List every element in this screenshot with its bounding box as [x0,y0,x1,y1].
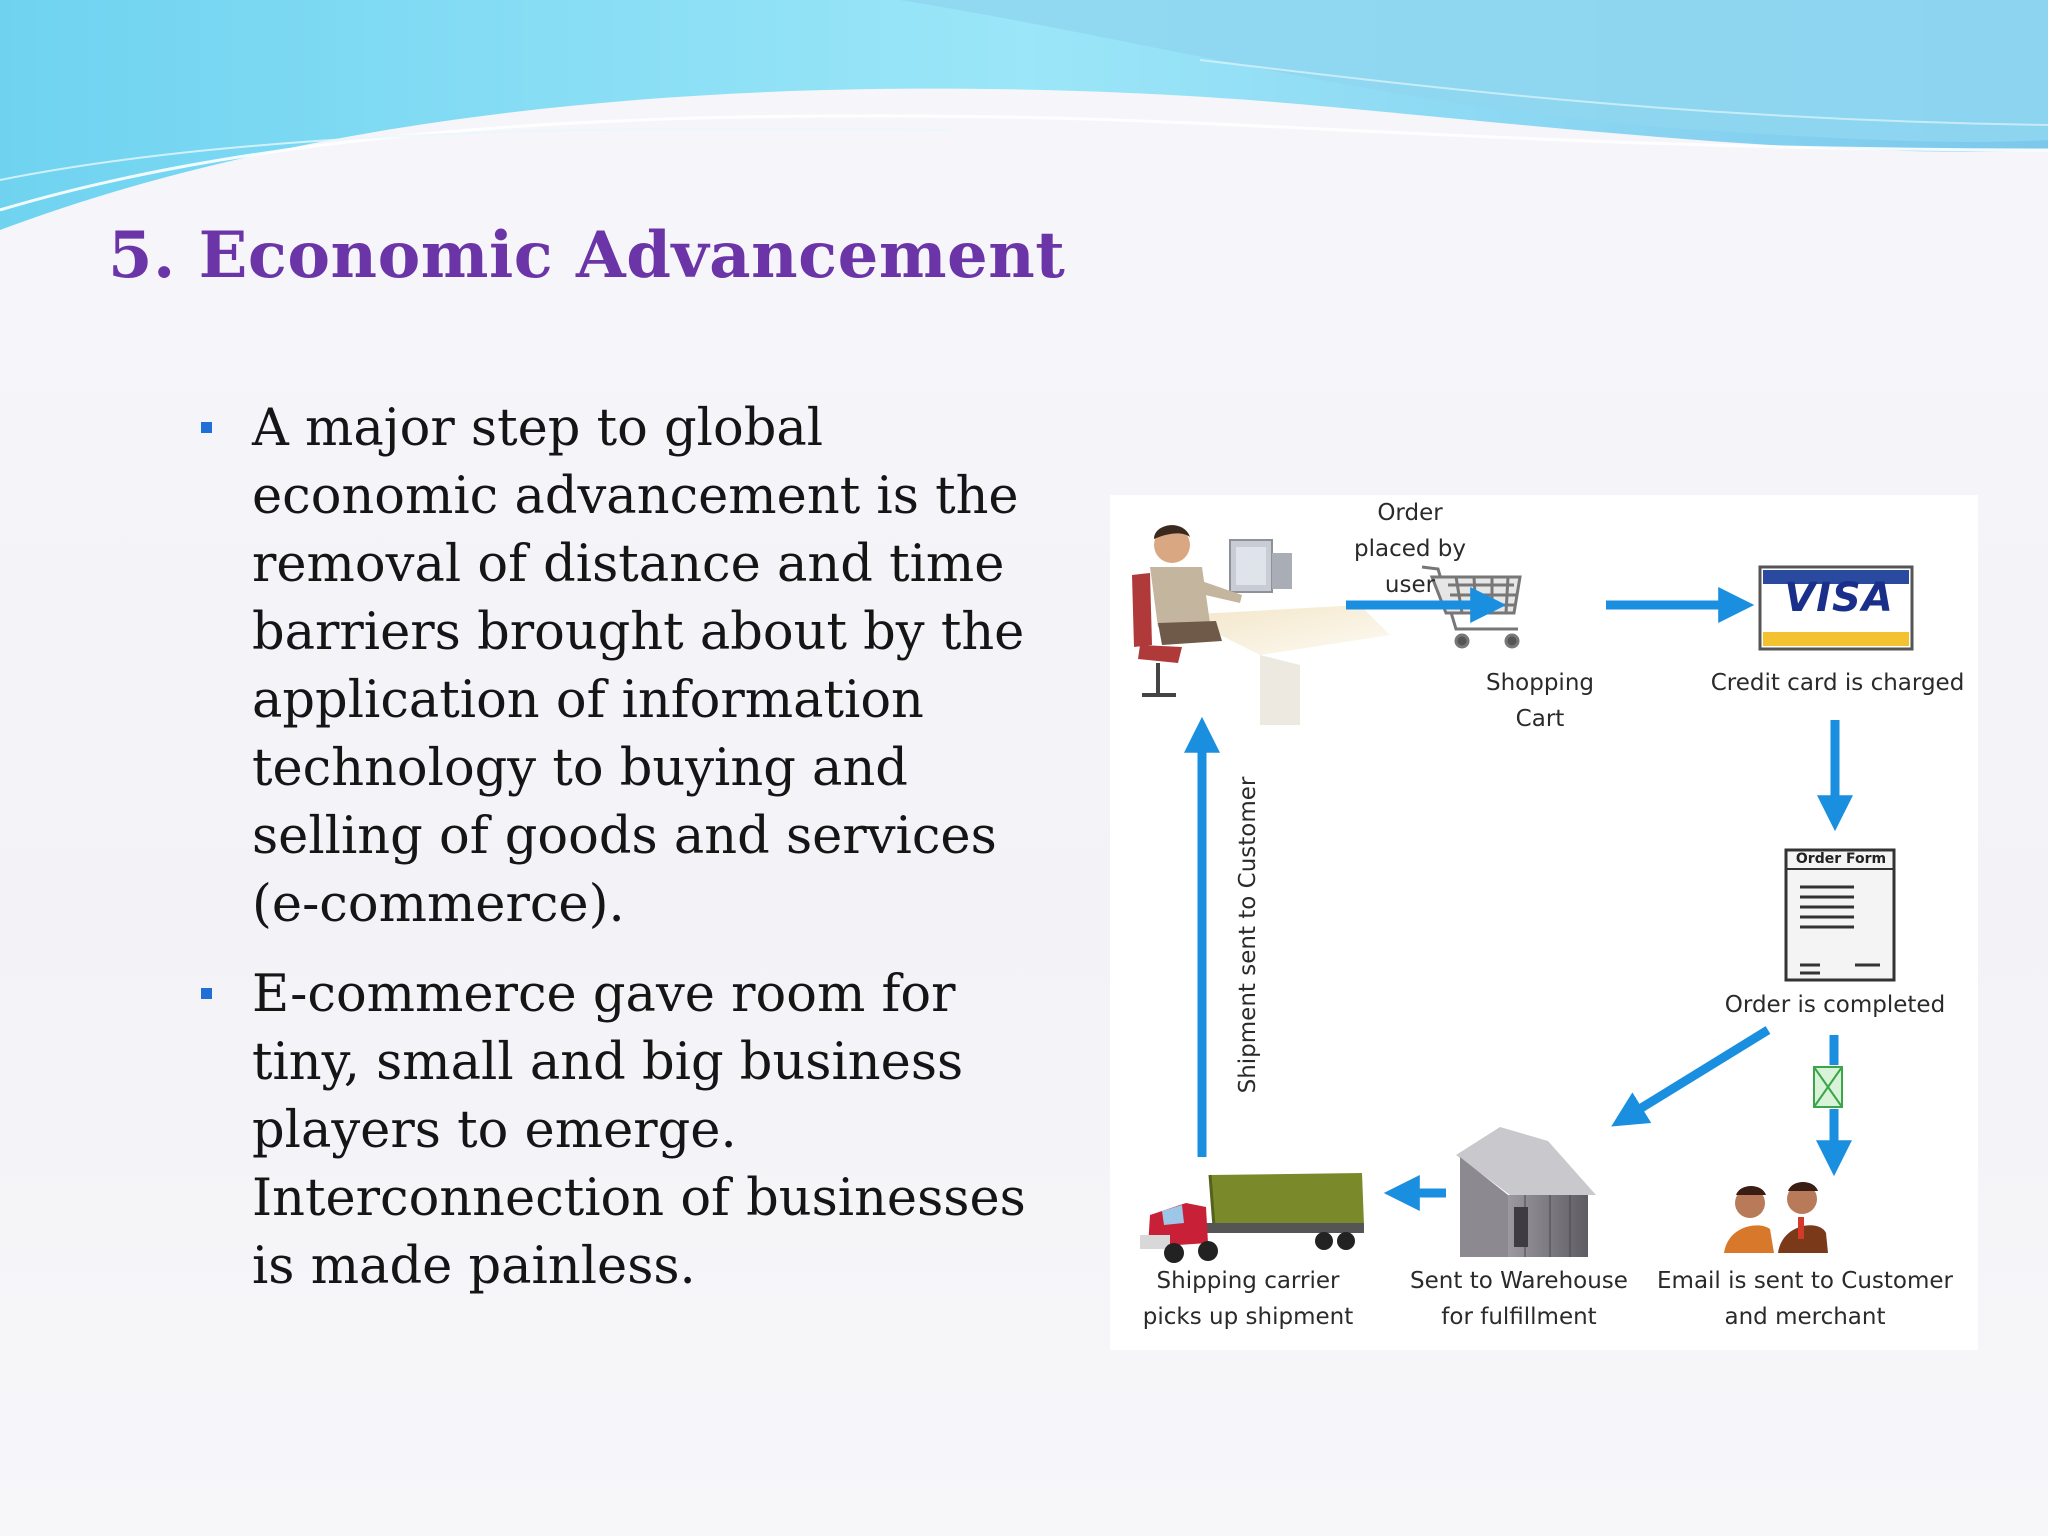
bullet-item [196,395,1076,939]
slide-title: 5. Economic Advancement [108,218,1066,293]
bullet-text: A major step to global economic advancement is the removal of distance and time barriers brought about by the application of information technology to buying and selling of goods and services (e-commerce). [252,399,1025,934]
order-placed-label: Order placed by user [1353,500,1466,598]
shipping-carrier-label: Shipping carrier picks up shipment [1142,1268,1354,1330]
header-wave-decoration [0,0,2048,240]
shipment-sent-label-wrap [1230,755,1266,1115]
warehouse-label: Sent to Warehouse for fulfillment [1410,1268,1628,1330]
ecommerce-process-diagram [1110,495,1978,1350]
order-completed-label: Order is completed [1724,992,1946,1018]
bullet-text: E-commerce gave room for tiny, small and big business players to emerge. Interconnection of businesses is made painless. [252,965,1026,1296]
shopping-cart-label: Shopping Cart [1485,670,1594,732]
truck-icon [1140,1173,1364,1263]
order-form-title: Order Form [1795,851,1887,867]
shipment-sent-label: Shipment sent to Customer [1235,776,1261,1094]
bullet-marker-icon [201,988,212,999]
warehouse-icon [1456,1127,1596,1257]
credit-card-label: Credit card is charged [1710,670,1965,696]
bullet-marker-icon [201,422,212,433]
arrow-form-to-warehouse [1625,1030,1768,1118]
email-sent-label: Email is sent to Customer and merchant [1657,1268,1953,1330]
bullet-list [196,395,1076,1323]
order-form-icon [1786,850,1894,980]
merchants-icon [1724,1182,1828,1253]
bullet-item [196,961,1076,1301]
visa-logo-text: VISA [1784,575,1894,621]
envelope-icon [1814,1067,1842,1107]
